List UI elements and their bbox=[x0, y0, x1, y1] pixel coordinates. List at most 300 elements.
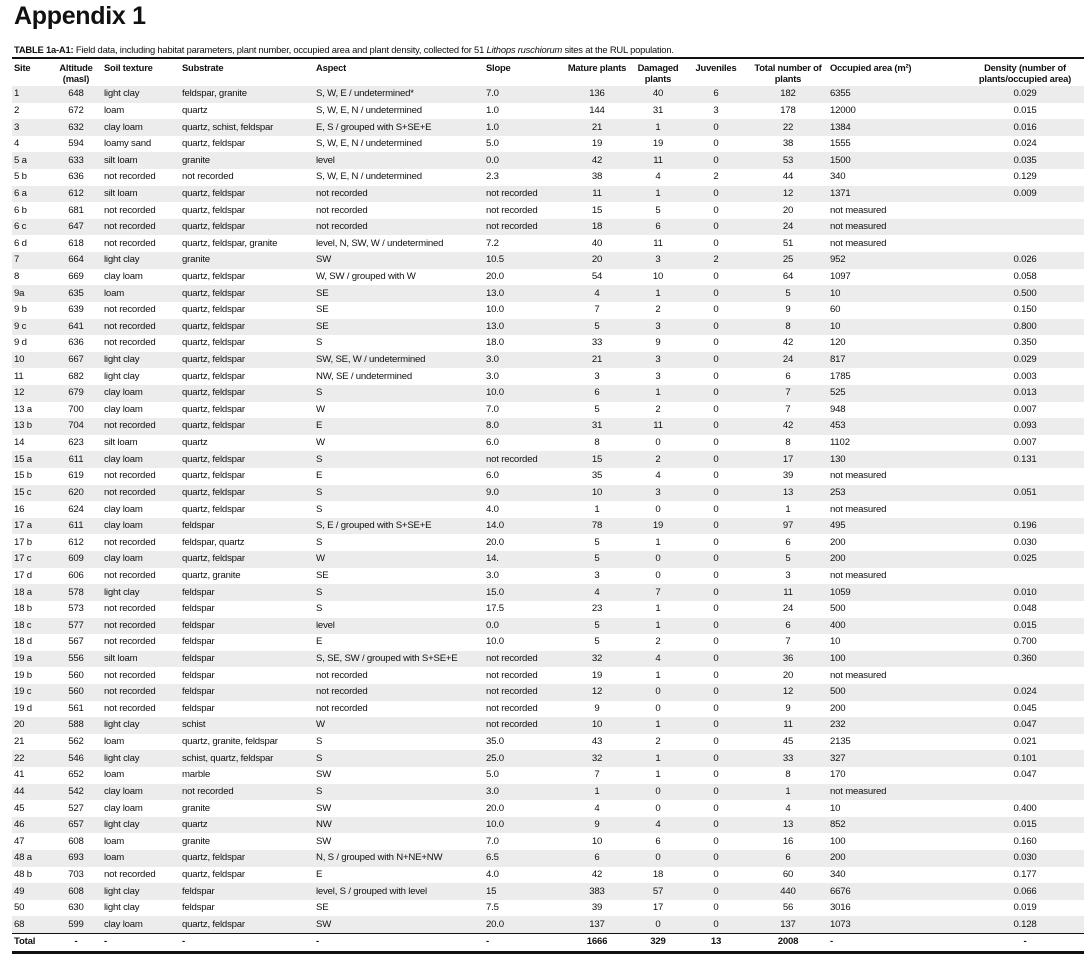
cell-juveniles: 0 bbox=[713, 802, 719, 814]
cell-aspect: S, W, E, N / undetermined bbox=[316, 171, 422, 183]
cell-juveniles: 0 bbox=[713, 221, 719, 233]
cell-substrate: feldspar bbox=[182, 669, 215, 681]
cell-substrate: feldspar bbox=[182, 603, 215, 615]
cell-mature-plants: 5 bbox=[594, 403, 600, 415]
cell-total-plants: 178 bbox=[780, 104, 796, 116]
cell-altitude: 608 bbox=[68, 885, 84, 897]
cell-total-plants: 64 bbox=[782, 271, 794, 282]
cell-occupied-area: 120 bbox=[830, 337, 846, 349]
cell-damaged-plants: 4 bbox=[655, 819, 661, 831]
cell-damaged-plants: 0 bbox=[655, 785, 661, 797]
cell-mature-plants: 32 bbox=[591, 653, 603, 665]
cell-altitude: 618 bbox=[68, 237, 84, 249]
cell-slope: 7.2 bbox=[486, 237, 499, 249]
cell-damaged-plants: 19 bbox=[652, 138, 664, 150]
cell-juveniles: 0 bbox=[713, 237, 719, 249]
cell-juveniles: 0 bbox=[713, 653, 719, 665]
cell-aspect: E bbox=[316, 868, 323, 880]
cell-occupied-area: 6355 bbox=[830, 88, 851, 100]
cell-substrate: feldspar, quartz bbox=[182, 536, 245, 548]
cell-juveniles: 0 bbox=[713, 520, 719, 532]
cell-mature-plants: 3 bbox=[594, 370, 600, 382]
cell-density: 0.150 bbox=[1013, 304, 1037, 316]
cell-soil-texture: silt loam bbox=[104, 154, 138, 166]
cell-damaged-plants: 2 bbox=[655, 403, 661, 415]
cell-juveniles: 0 bbox=[713, 320, 719, 332]
table-row bbox=[12, 684, 1084, 701]
cell-mature-plants: 8 bbox=[594, 437, 600, 449]
cell-site: 41 bbox=[14, 769, 25, 781]
cell-substrate: quartz, feldspar bbox=[182, 852, 245, 864]
cell-juveniles: 0 bbox=[713, 437, 719, 449]
cell-total-plants: 20 bbox=[782, 204, 794, 216]
table-row bbox=[12, 750, 1084, 767]
caption-species: Lithops ruschiorum bbox=[486, 44, 563, 55]
cell-aspect: S bbox=[316, 503, 323, 515]
cell-site: 9 c bbox=[14, 320, 27, 332]
cell-juveniles: 0 bbox=[713, 785, 719, 797]
cell-substrate: quartz, feldspar bbox=[182, 503, 245, 515]
cell-aspect: S bbox=[316, 603, 323, 615]
cell-damaged-plants: 329 bbox=[650, 936, 666, 948]
table-row bbox=[12, 551, 1084, 568]
cell-occupied-area: 10 bbox=[830, 802, 841, 814]
cell-altitude: 641 bbox=[68, 320, 84, 332]
cell-soil-texture: light clay bbox=[104, 586, 140, 598]
cell-mature-plants: 19 bbox=[591, 138, 603, 150]
table-caption bbox=[14, 44, 674, 55]
cell-total-plants: 12 bbox=[782, 187, 794, 199]
cell-juveniles: 2 bbox=[713, 254, 719, 266]
cell-soil-texture: not recorded bbox=[104, 868, 156, 880]
cell-aspect: S, W, E / undetermined* bbox=[316, 88, 414, 100]
cell-occupied-area: 60 bbox=[830, 304, 841, 316]
cell-slope: not recorded bbox=[486, 653, 538, 665]
cell-damaged-plants: 3 bbox=[655, 370, 661, 382]
cell-occupied-area: 253 bbox=[830, 486, 846, 498]
cell-density: 0.009 bbox=[1013, 187, 1037, 199]
cell-aspect: S bbox=[316, 486, 323, 498]
cell-site: 9 b bbox=[14, 304, 27, 316]
cell-altitude: 611 bbox=[68, 453, 84, 465]
cell-density: 0.500 bbox=[1013, 287, 1037, 299]
table-row bbox=[12, 651, 1084, 668]
cell-juveniles: 0 bbox=[713, 752, 719, 764]
cell-soil-texture: not recorded bbox=[104, 619, 156, 631]
cell-juveniles: 0 bbox=[713, 868, 719, 880]
cell-density: 0.047 bbox=[1013, 719, 1037, 731]
table-row bbox=[12, 235, 1084, 252]
cell-occupied-area: 525 bbox=[830, 387, 846, 399]
cell-density: 0.025 bbox=[1013, 553, 1037, 565]
cell-mature-plants: 15 bbox=[591, 204, 603, 216]
cell-aspect: not recorded bbox=[316, 187, 368, 199]
cell-juveniles: 0 bbox=[713, 337, 719, 349]
cell-substrate: feldspar bbox=[182, 619, 215, 631]
cell-mature-plants: 43 bbox=[591, 736, 603, 748]
cell-altitude: 682 bbox=[68, 370, 84, 382]
cell-site: 49 bbox=[14, 885, 25, 897]
cell-site: 44 bbox=[14, 785, 25, 797]
cell-damaged-plants: 0 bbox=[655, 918, 661, 930]
cell-substrate: quartz, feldspar bbox=[182, 486, 245, 498]
cell-altitude: 664 bbox=[68, 254, 84, 266]
cell-density bbox=[966, 667, 1084, 684]
cell-altitude: 606 bbox=[68, 569, 84, 581]
cell-altitude: 630 bbox=[68, 902, 84, 914]
cell-aspect: not recorded bbox=[316, 702, 368, 714]
cell-juveniles: 0 bbox=[713, 403, 719, 415]
cell-damaged-plants: 9 bbox=[655, 337, 661, 349]
cell-soil-texture: light clay bbox=[104, 254, 140, 266]
caption-label: TABLE 1a-A1: bbox=[14, 44, 74, 55]
cell-damaged-plants: 6 bbox=[655, 221, 661, 233]
cell-mature-plants: 9 bbox=[594, 819, 600, 831]
cell-density: 0.029 bbox=[1013, 354, 1037, 366]
cell-damaged-plants: 11 bbox=[653, 237, 663, 249]
cell-aspect: SW bbox=[316, 802, 332, 814]
cell-mature-plants: 136 bbox=[589, 88, 605, 100]
cell-site: 17 d bbox=[14, 569, 32, 581]
cell-altitude: 620 bbox=[68, 486, 84, 498]
cell-density: 0.015 bbox=[1013, 104, 1037, 116]
cell-altitude: 681 bbox=[68, 204, 84, 216]
cell-density: 0.047 bbox=[1013, 769, 1037, 781]
cell-altitude: 609 bbox=[68, 553, 84, 565]
cell-mature-plants: 33 bbox=[591, 337, 603, 349]
cell-site: 6 c bbox=[14, 221, 27, 233]
cell-total-plants: 6 bbox=[785, 370, 791, 382]
cell-aspect: S, SE, SW / grouped with S+SE+E bbox=[316, 653, 458, 665]
cell-substrate: feldspar bbox=[182, 636, 215, 648]
cell-occupied-area: 1059 bbox=[830, 586, 851, 598]
cell-substrate: quartz, granite, feldspar bbox=[182, 736, 278, 748]
cell-juveniles: 0 bbox=[713, 835, 719, 847]
cell-damaged-plants: 1 bbox=[655, 121, 661, 133]
cell-occupied-area: 1500 bbox=[830, 154, 851, 166]
cell-occupied-area: 130 bbox=[830, 453, 846, 465]
cell-juveniles: 0 bbox=[713, 354, 719, 366]
cell-aspect: SW bbox=[316, 254, 332, 266]
col-site: Site bbox=[14, 62, 31, 73]
cell-damaged-plants: 1 bbox=[655, 769, 661, 781]
cell-slope: not recorded bbox=[486, 204, 538, 216]
cell-juveniles: 0 bbox=[713, 852, 719, 864]
cell-mature-plants: 5 bbox=[594, 619, 600, 631]
cell-substrate: granite bbox=[182, 802, 210, 814]
table-row bbox=[12, 169, 1084, 186]
cell-substrate: feldspar bbox=[182, 702, 215, 714]
cell-aspect: SW bbox=[316, 918, 332, 930]
cell-damaged-plants: 19 bbox=[652, 520, 664, 532]
cell-site: 13 a bbox=[14, 403, 32, 415]
cell-slope: 10.0 bbox=[486, 387, 504, 399]
cell-density: 0.129 bbox=[1013, 171, 1037, 183]
cell-slope: 3.0 bbox=[486, 785, 499, 797]
cell-soil-texture: not recorded bbox=[104, 470, 156, 482]
cell-juveniles: 0 bbox=[713, 586, 719, 598]
cell-substrate: quartz, feldspar bbox=[182, 287, 245, 299]
cell-mature-plants: 7 bbox=[594, 769, 600, 781]
table-row bbox=[12, 86, 1084, 103]
cell-mature-plants: 31 bbox=[591, 420, 603, 432]
cell-substrate: quartz, granite bbox=[182, 569, 241, 581]
cell-slope: 25.0 bbox=[486, 752, 504, 764]
table-row bbox=[12, 900, 1084, 917]
cell-site: 9a bbox=[14, 287, 25, 299]
cell-soil-texture: not recorded bbox=[104, 686, 156, 698]
table-row bbox=[12, 285, 1084, 302]
cell-total-plants: 24 bbox=[782, 603, 794, 615]
cell-occupied-area: 952 bbox=[830, 254, 846, 266]
cell-aspect: not recorded bbox=[316, 686, 368, 698]
cell-damaged-plants: 0 bbox=[655, 802, 661, 814]
cell-density bbox=[966, 202, 1084, 219]
cell-density: - bbox=[1023, 936, 1027, 948]
cell-occupied-area: 453 bbox=[830, 420, 846, 432]
cell-juveniles: 0 bbox=[713, 902, 719, 914]
cell-density: 0.035 bbox=[1013, 154, 1037, 166]
table-row bbox=[12, 385, 1084, 402]
cell-damaged-plants: 5 bbox=[655, 204, 661, 216]
cell-aspect: N, S / grouped with N+NE+NW bbox=[316, 852, 443, 864]
cell-total-plants: 6 bbox=[785, 536, 791, 548]
cell-occupied-area: 400 bbox=[830, 619, 846, 631]
cell-density: 0.093 bbox=[1013, 420, 1037, 432]
cell-mature-plants: 383 bbox=[589, 885, 605, 897]
cell-slope: 10.0 bbox=[486, 636, 504, 648]
cell-slope: 14.0 bbox=[486, 520, 504, 532]
cell-substrate: quartz, feldspar bbox=[182, 868, 245, 880]
cell-mature-plants: 7 bbox=[594, 304, 600, 316]
cell-occupied-area: 10 bbox=[830, 320, 841, 332]
col-altitude: Altitude (masl) bbox=[59, 62, 93, 84]
cell-altitude: 619 bbox=[68, 470, 84, 482]
col-total-plants: Total number of plants bbox=[754, 62, 822, 84]
cell-soil-texture: light clay bbox=[104, 88, 140, 100]
cell-damaged-plants: 57 bbox=[652, 885, 664, 897]
cell-aspect: S, W, E, N / undetermined bbox=[316, 138, 422, 150]
cell-altitude: 632 bbox=[68, 121, 84, 133]
cell-damaged-plants: 2 bbox=[655, 636, 661, 648]
cell-total-plants: 2008 bbox=[777, 936, 799, 948]
cell-damaged-plants: 0 bbox=[655, 852, 661, 864]
cell-juveniles: 0 bbox=[713, 636, 719, 648]
cell-soil-texture: light clay bbox=[104, 354, 140, 366]
caption-text: Field data, including habitat parameters, plant number, occupied area and plant density, collected for 51 bbox=[73, 44, 487, 55]
cell-mature-plants: 144 bbox=[589, 104, 605, 116]
cell-site: 19 b bbox=[14, 669, 32, 681]
table-row bbox=[12, 867, 1084, 884]
cell-mature-plants: 5 bbox=[594, 553, 600, 565]
cell-altitude: 679 bbox=[68, 387, 84, 399]
cell-juveniles: 0 bbox=[713, 121, 719, 133]
cell-density: 0.030 bbox=[1013, 852, 1037, 864]
cell-altitude: 567 bbox=[68, 636, 84, 648]
cell-site: 16 bbox=[14, 503, 25, 515]
cell-slope: 20.0 bbox=[486, 918, 504, 930]
cell-total-plants: 42 bbox=[782, 420, 794, 432]
cell-soil-texture: clay loam bbox=[104, 387, 143, 399]
cell-mature-plants: 19 bbox=[591, 669, 603, 681]
table-row bbox=[12, 784, 1084, 801]
cell-total-plants: 51 bbox=[782, 237, 794, 249]
cell-slope: 13.0 bbox=[486, 320, 504, 332]
table-row bbox=[12, 501, 1084, 518]
cell-density: 0.015 bbox=[1013, 819, 1037, 831]
cell-occupied-area: 200 bbox=[830, 852, 846, 864]
cell-slope: 1.0 bbox=[486, 104, 499, 116]
cell-mature-plants: 1666 bbox=[586, 936, 608, 948]
cell-aspect: level bbox=[316, 154, 335, 166]
cell-total-plants: 39 bbox=[782, 470, 794, 482]
cell-site: 12 bbox=[14, 387, 25, 399]
table-row bbox=[12, 186, 1084, 203]
cell-soil-texture: clay loam bbox=[104, 271, 143, 282]
cell-total-plants: 16 bbox=[782, 835, 794, 847]
cell-slope: - bbox=[486, 936, 489, 948]
cell-aspect: NW bbox=[316, 819, 332, 831]
cell-aspect: W bbox=[316, 553, 325, 565]
cell-substrate: quartz bbox=[182, 819, 208, 831]
cell-total-plants: 7 bbox=[785, 636, 791, 648]
cell-soil-texture: clay loam bbox=[104, 121, 143, 133]
cell-density: 0.013 bbox=[1013, 387, 1037, 399]
cell-juveniles: 0 bbox=[713, 669, 719, 681]
cell-site: 5 b bbox=[14, 171, 27, 183]
cell-aspect: - bbox=[316, 936, 319, 948]
cell-site: 19 d bbox=[14, 702, 32, 714]
col-substrate: Substrate bbox=[182, 62, 224, 73]
cell-site: 18 b bbox=[14, 603, 32, 615]
cell-juveniles: 0 bbox=[713, 819, 719, 831]
cell-altitude: 703 bbox=[68, 868, 84, 880]
table-row bbox=[12, 136, 1084, 153]
cell-density bbox=[966, 468, 1084, 485]
cell-soil-texture: clay loam bbox=[104, 520, 143, 532]
cell-occupied-area: 1371 bbox=[830, 187, 851, 199]
cell-slope: 5.0 bbox=[486, 138, 499, 150]
cell-total-plants: 24 bbox=[782, 221, 794, 233]
cell-substrate: quartz, feldspar bbox=[182, 354, 245, 366]
cell-total-plants: 97 bbox=[782, 520, 794, 532]
cell-aspect: S bbox=[316, 736, 323, 748]
cell-density: 0.048 bbox=[1013, 603, 1037, 615]
cell-damaged-plants: 0 bbox=[655, 569, 661, 581]
cell-total-plants: 7 bbox=[785, 403, 791, 415]
cell-density: 0.066 bbox=[1013, 885, 1037, 897]
cell-soil-texture: loam bbox=[104, 852, 124, 864]
cell-density: 0.177 bbox=[1013, 868, 1037, 880]
cell-soil-texture: loam bbox=[104, 769, 124, 781]
cell-aspect: not recorded bbox=[316, 204, 368, 216]
cell-density: 0.051 bbox=[1013, 486, 1037, 498]
cell-total-plants: 6 bbox=[785, 852, 791, 864]
table-row bbox=[12, 435, 1084, 452]
cell-soil-texture: not recorded bbox=[104, 569, 156, 581]
cell-total-plants: 11 bbox=[783, 719, 793, 731]
cell-mature-plants: 10 bbox=[591, 835, 603, 847]
cell-slope: 1.0 bbox=[486, 121, 499, 133]
cell-aspect: not recorded bbox=[316, 221, 368, 233]
table-row bbox=[12, 402, 1084, 419]
cell-damaged-plants: 1 bbox=[655, 669, 661, 681]
cell-slope: 3.0 bbox=[486, 354, 499, 366]
cell-soil-texture: loam bbox=[104, 104, 124, 116]
cell-juveniles: 0 bbox=[713, 486, 719, 498]
cell-mature-plants: 1 bbox=[594, 785, 600, 797]
cell-slope: not recorded bbox=[486, 221, 538, 233]
table-row bbox=[12, 534, 1084, 551]
cell-slope: 9.0 bbox=[486, 486, 499, 498]
cell-mature-plants: 10 bbox=[591, 486, 603, 498]
cell-soil-texture: loam bbox=[104, 835, 124, 847]
cell-occupied-area: not measured bbox=[830, 785, 887, 797]
table-row bbox=[12, 833, 1084, 850]
table-row bbox=[12, 451, 1084, 468]
cell-density: 0.015 bbox=[1013, 619, 1037, 631]
cell-substrate: schist bbox=[182, 719, 206, 731]
table-row bbox=[12, 252, 1084, 269]
cell-substrate: feldspar, granite bbox=[182, 88, 247, 100]
cell-altitude: 542 bbox=[68, 785, 84, 797]
cell-altitude: 560 bbox=[68, 686, 84, 698]
cell-density: 0.160 bbox=[1013, 835, 1037, 847]
cell-occupied-area: 200 bbox=[830, 702, 846, 714]
cell-slope: not recorded bbox=[486, 453, 538, 465]
cell-substrate: quartz, feldspar bbox=[182, 918, 245, 930]
cell-density: 0.024 bbox=[1013, 686, 1037, 698]
cell-juveniles: 0 bbox=[713, 603, 719, 615]
col-damaged-plants: Damaged plants bbox=[637, 62, 679, 84]
cell-density: 0.030 bbox=[1013, 536, 1037, 548]
cell-slope: 15 bbox=[486, 885, 497, 897]
cell-soil-texture: clay loam bbox=[104, 802, 143, 814]
cell-site: 8 bbox=[14, 271, 20, 282]
cell-aspect: level, N, SW, W / undetermined bbox=[316, 237, 444, 249]
cell-mature-plants: 5 bbox=[594, 320, 600, 332]
cell-total-plants: 56 bbox=[782, 902, 794, 914]
cell-juveniles: 0 bbox=[713, 769, 719, 781]
cell-substrate: quartz, feldspar bbox=[182, 420, 245, 432]
cell-mature-plants: 54 bbox=[591, 271, 603, 282]
cell-soil-texture: silt loam bbox=[104, 653, 138, 665]
cell-site: 17 a bbox=[14, 520, 32, 532]
cell-site: 6 d bbox=[14, 237, 27, 249]
cell-aspect: S bbox=[316, 752, 323, 764]
cell-altitude: 594 bbox=[68, 138, 84, 150]
cell-occupied-area: 1785 bbox=[830, 370, 851, 382]
cell-altitude: 612 bbox=[68, 187, 84, 199]
cell-density: 0.131 bbox=[1013, 453, 1037, 465]
cell-substrate: quartz, feldspar bbox=[182, 403, 245, 415]
cell-damaged-plants: 3 bbox=[655, 254, 661, 266]
cell-slope: 0.0 bbox=[486, 619, 499, 631]
cell-slope: 7.5 bbox=[486, 902, 499, 914]
cell-juveniles: 0 bbox=[713, 154, 719, 166]
cell-substrate: quartz, feldspar bbox=[182, 204, 245, 216]
cell-total-plants: 5 bbox=[785, 553, 791, 565]
cell-total-plants: 1 bbox=[785, 503, 791, 515]
cell-total-plants: 12 bbox=[782, 686, 794, 698]
cell-total-plants: 9 bbox=[785, 304, 791, 316]
cell-soil-texture: clay loam bbox=[104, 503, 143, 515]
table-row bbox=[12, 202, 1084, 219]
cell-occupied-area: 232 bbox=[830, 719, 846, 731]
cell-juveniles: 0 bbox=[713, 536, 719, 548]
cell-altitude: 657 bbox=[68, 819, 84, 831]
cell-slope: 15.0 bbox=[486, 586, 504, 598]
